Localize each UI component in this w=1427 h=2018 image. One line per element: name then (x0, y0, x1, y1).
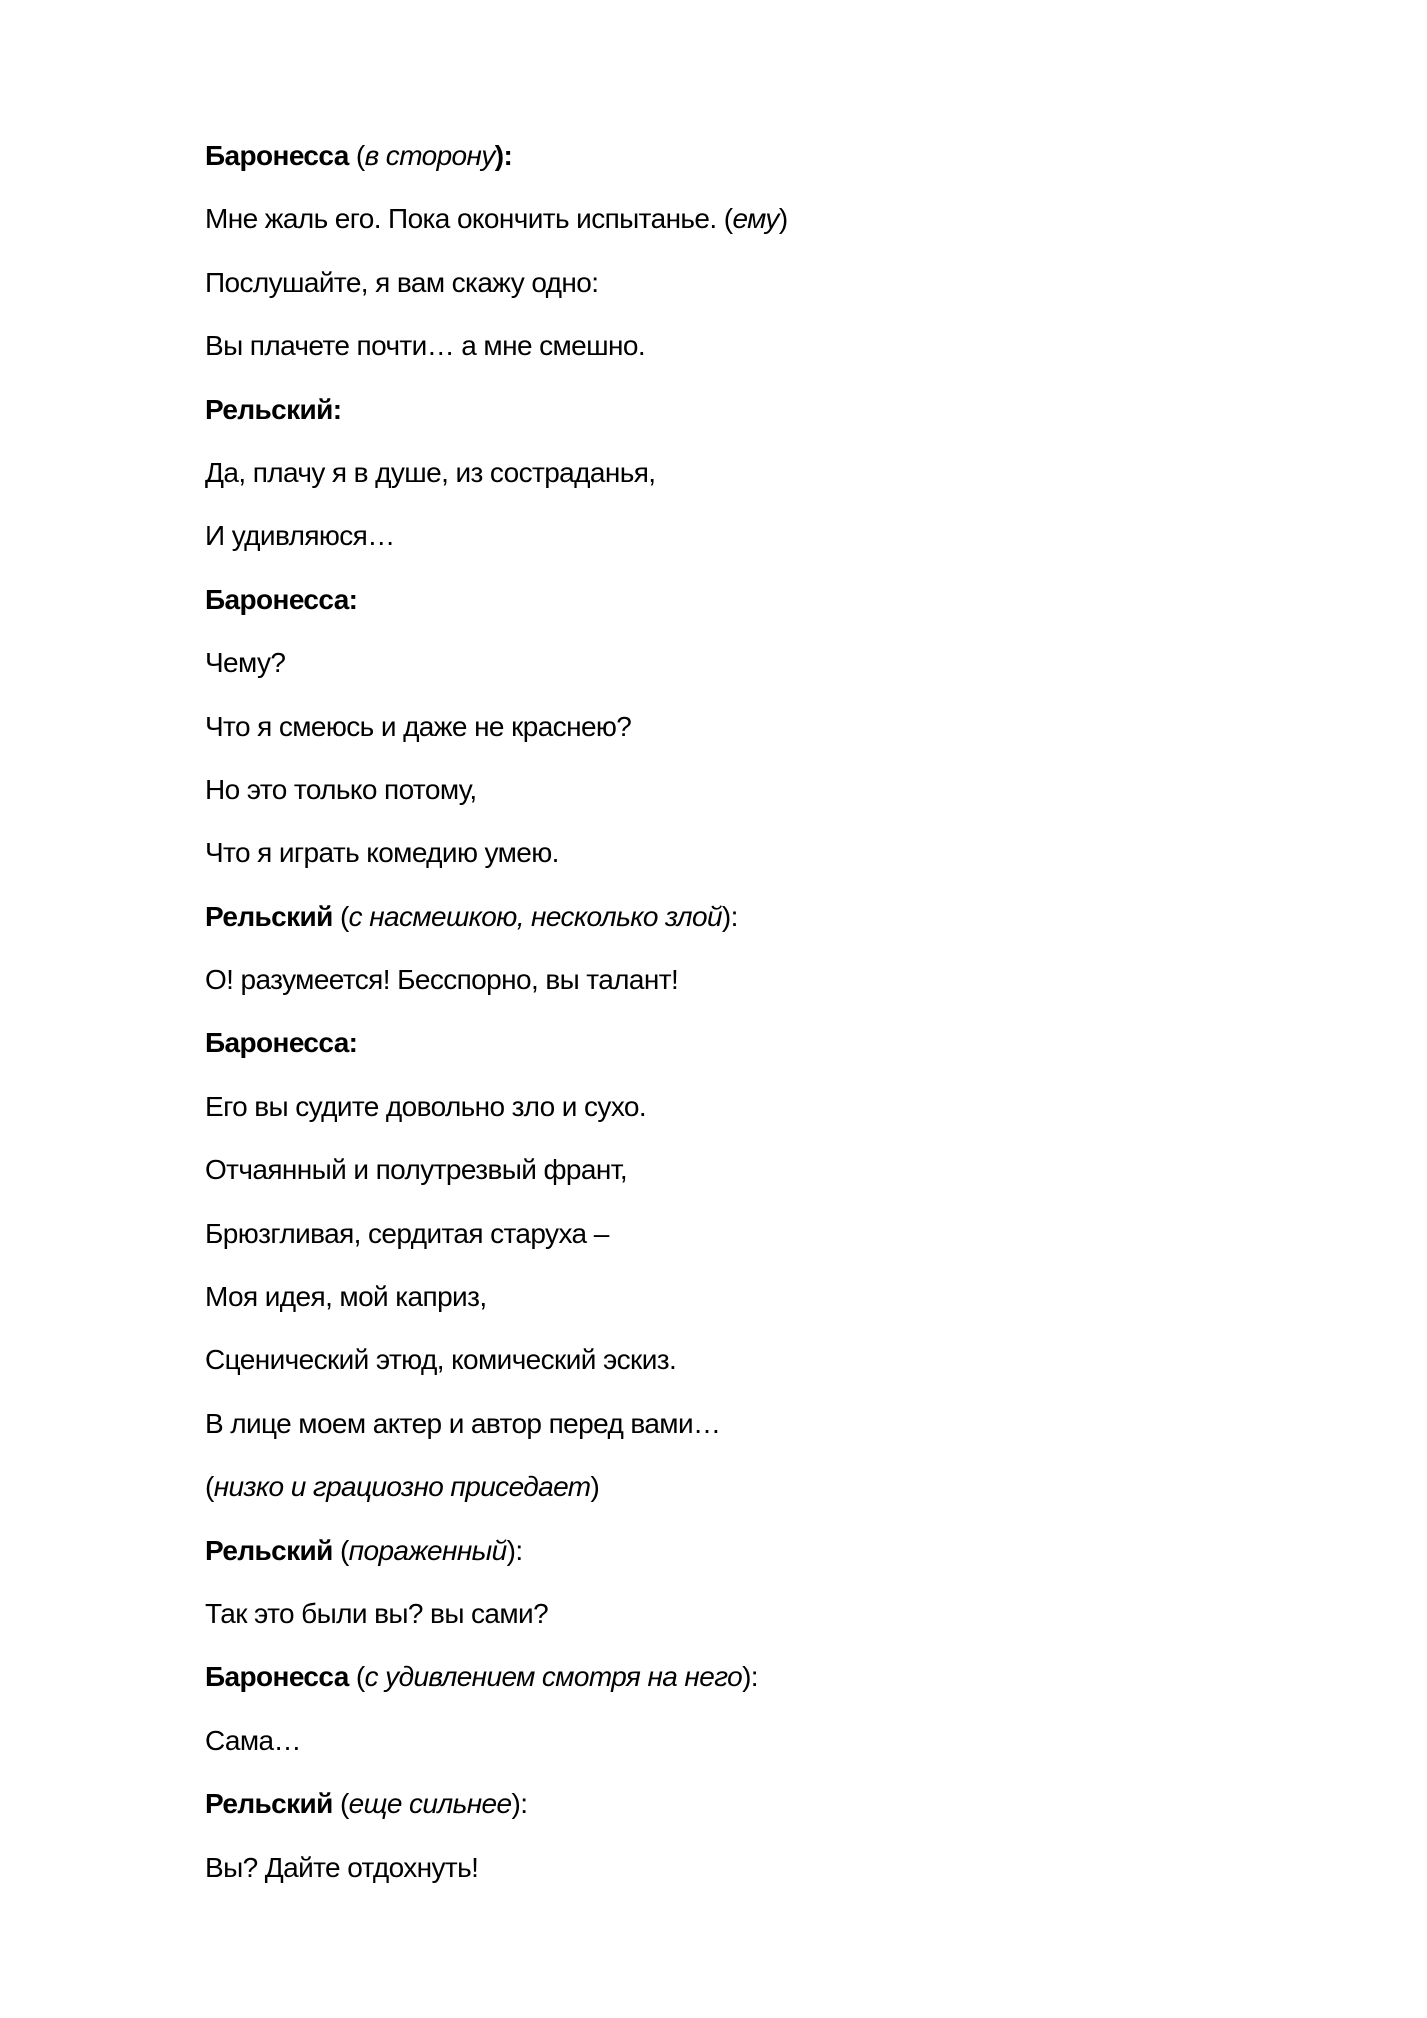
dialogue-text: Так это были вы? вы сами? (205, 1597, 549, 1629)
dialogue-text: ( (332, 1788, 349, 1820)
dialogue-text: Его вы судите довольно зло и сухо. (205, 1090, 647, 1122)
text-line (205, 1582, 1327, 1645)
dialogue-text: Сценический этюд, комический эскиз. (205, 1344, 677, 1376)
speaker-name: Баронесса: (205, 1027, 358, 1059)
text-line (205, 1836, 1327, 1899)
text-line (205, 1645, 1327, 1708)
text-line (205, 1265, 1327, 1328)
dialogue-text: ( (348, 140, 365, 171)
stage-direction: пораженный (348, 1534, 507, 1566)
dialogue-text: И удивляюся… (205, 520, 395, 552)
dialogue-text: Отчаянный и полутрезвый франт, (205, 1154, 628, 1186)
dialogue-text: Что я смеюсь и даже не краснею? (205, 710, 632, 742)
stage-direction: в сторону (364, 140, 495, 171)
dialogue-text: ): (511, 1788, 528, 1820)
stage-direction: с насмешкою, несколько злой (348, 900, 722, 932)
dialogue-text: Но это только потому, (205, 773, 477, 805)
speaker-name: Рельский (205, 1788, 333, 1820)
dialogue-text: ( (348, 1661, 365, 1693)
dialogue-text: Что я играть комедию умею. (205, 837, 559, 869)
speaker-name: Рельский (205, 1534, 333, 1566)
dialogue-text: Брюзгливая, сердитая старуха – (205, 1217, 609, 1249)
speaker-name: Баронесса (205, 1661, 349, 1693)
text-line (205, 1328, 1327, 1391)
stage-direction: с удивлением смотря на него (364, 1661, 743, 1693)
dialogue-text: ( (332, 900, 349, 932)
text-line (205, 631, 1327, 694)
text-line (205, 948, 1327, 1011)
stage-direction: ему (732, 203, 779, 235)
dialogue-text: Вы плачете почти… а мне смешно. (205, 330, 645, 362)
dialogue-text: Послушайте, я вам скажу одно: (205, 266, 599, 298)
text-line (205, 568, 1327, 631)
text-line (205, 695, 1327, 758)
stage-direction: низко и грациозно приседает (213, 1471, 591, 1503)
dialogue-text: Сама… (205, 1724, 301, 1756)
text-line (205, 1709, 1327, 1772)
speaker-name: Баронесса (205, 140, 349, 171)
dialogue-text: Чему? (205, 647, 286, 679)
dialogue-text: О! разумеется! Бесспорно, вы талант! (205, 964, 679, 996)
text-line (205, 187, 1327, 250)
dialogue-text: ( (205, 1471, 214, 1503)
text-line (205, 1519, 1327, 1582)
text-line (205, 124, 1327, 187)
text-line (205, 1772, 1327, 1835)
document-page (205, 124, 1327, 1899)
dialogue-text: Вы? Дайте отдохнуть! (205, 1851, 479, 1883)
speaker-name: Рельский: (205, 393, 342, 425)
text-line (205, 885, 1327, 948)
stage-direction: еще сильнее (348, 1788, 512, 1820)
dialogue-text: ): (506, 1534, 523, 1566)
dialogue-text: ): (742, 1661, 758, 1693)
text-line (205, 1011, 1327, 1074)
text-line (205, 1202, 1327, 1265)
text-line (205, 821, 1327, 884)
dialogue-text: ) (778, 203, 788, 235)
text-line (205, 1138, 1327, 1201)
dialogue-text: ) (590, 1471, 600, 1503)
text-line (205, 758, 1327, 821)
text-line (205, 1392, 1327, 1455)
dialogue-text: Мне жаль его. Пока окончить испытанье. ( (205, 203, 733, 235)
speaker-name: Баронесса: (205, 583, 358, 615)
speaker-name: ): (494, 140, 513, 171)
text-line (205, 1075, 1327, 1138)
text-line (205, 1455, 1327, 1518)
dialogue-text: Моя идея, мой каприз, (205, 1281, 487, 1313)
speaker-name: Рельский (205, 900, 333, 932)
dialogue-text: В лице моем актер и автор перед вами… (205, 1407, 721, 1439)
dialogue-text: Да, плачу я в душе, из состраданья, (205, 456, 656, 488)
dialogue-text: ): (721, 900, 738, 932)
text-line (205, 504, 1327, 567)
text-line (205, 378, 1327, 441)
text-line (205, 251, 1327, 314)
text-line (205, 441, 1327, 504)
dialogue-text: ( (332, 1534, 349, 1566)
text-line (205, 314, 1327, 377)
